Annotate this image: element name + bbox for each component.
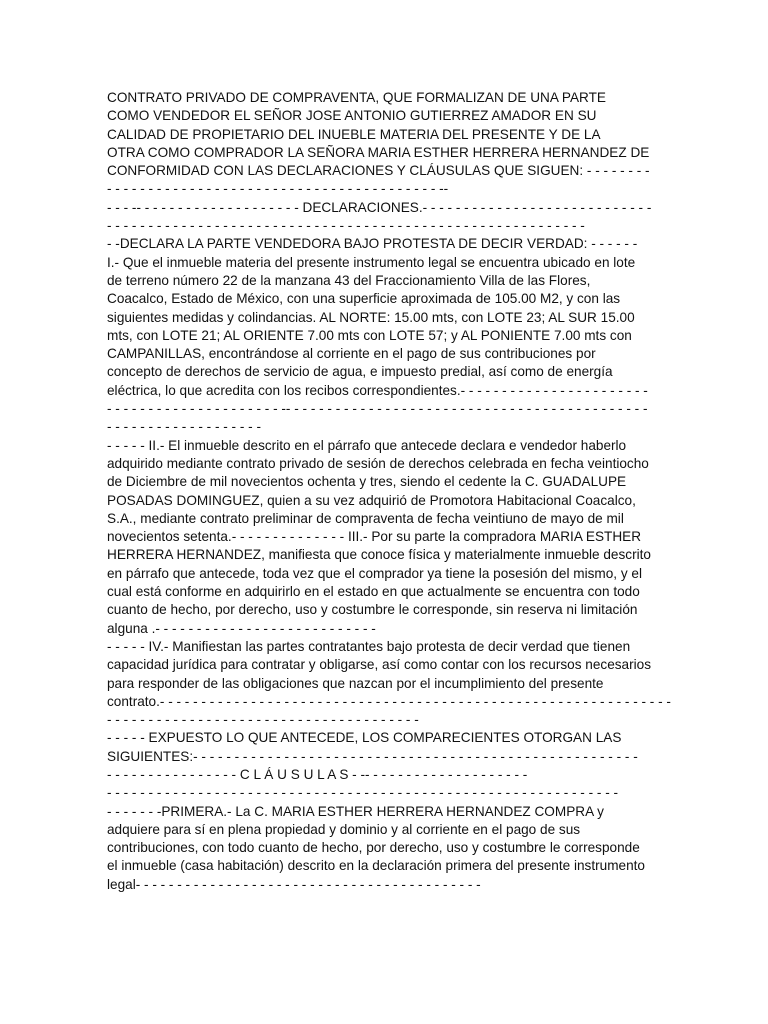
clause-first-line: adquiere para sí en plena propiedad y dominio y al corriente en el pago de sus	[107, 821, 581, 837]
declaration-i-line: I.- Que el inmueble materia del presente instrumento legal se encuentra ubicado en lote	[107, 254, 636, 270]
declaration-i-line: CAMPANILLAS, encontrándose al corriente en el pago de sus contribuciones por	[107, 346, 596, 362]
dash-separator: - - - - - - - - - - - - - - - - - - -	[107, 419, 261, 435]
exposition-line: - - - - - EXPUESTO LO QUE ANTECEDE, LOS COMPARECIENTES OTORGAN LAS	[107, 730, 622, 746]
declaration-i-line: eléctrica, lo que acredita con los recibos correspondientes.- - - - - - - - - - - - - - - - - - - - - - -	[107, 382, 648, 398]
declaration-iii-line: alguna .- - - - - - - - - - - - - - - - - - - - - - - - - - -	[107, 620, 376, 636]
declaration-i-line: Coacalco, Estado de México, con una superficie aproximada de 105.00 M2, y con las	[107, 291, 621, 307]
document-body	[107, 89, 671, 894]
declaration-ii-line: POSADAS DOMINGUEZ, quien a su vez adquirió de Promotora Habitacional Coacalco,	[107, 492, 636, 508]
declaration-iv-line: para responder de las obligaciones que nazcan por el incumplimiento del presente	[107, 675, 604, 691]
declaration-i-line: siguientes medidas y colindancias. AL NORTE: 15.00 mts, con LOTE 23; AL SUR 15.00	[107, 309, 635, 325]
contract-title-line: CALIDAD DE PROPIETARIO DEL INUEBLE MATERIA DEL PRESENTE Y DE LA	[107, 126, 601, 142]
declaration-iii-line: HERRERA HERNANDEZ, manifiesta que conoce física y materialmente inmueble descrito	[107, 547, 651, 563]
clause-first-line: legal- - - - - - - - - - - - - - - - - - - - - - - - - - - - - - - - - - - - - - - - - -	[107, 876, 481, 892]
dash-separator: - - - - - - - - - - - - - - - - - - - - - -- - - - - - - - - - - - - - - - - - - - - - - - - - - - - - - - - - - - - - - - - - - -	[107, 401, 648, 417]
declaration-ii-line: - - - - - II.- El inmueble descrito en el párrafo que antecede declara e vendedor haberlo	[107, 437, 627, 453]
declaration-ii-line: S.A., mediante contrato preliminar de compraventa de fecha veintiuno de mayo de mil	[107, 510, 624, 526]
dash-separator: - - - - - - - - - - - - - - - - - - - - - - - - - - - - - - - - - - - - - -	[107, 712, 419, 728]
declarations-heading: - - - -- - - - - - - - - - - - - - - - - - - - DECLARACIONES.- - - - - - - - - - - - - - - - - - - - - - - - - - - -	[107, 199, 652, 215]
dash-separator: - - - - - - - - - - - - - - - - - - - - - - - - - - - - - - - - - - - - - - - - - - - - - - - - - - - - - - - - - -	[107, 218, 585, 234]
declaration-iii-line: cual está conforme en adquirirlo en el estado en que actualmente se encuentra con todo	[107, 584, 640, 600]
declaration-iv-line: capacidad jurídica para contratar y obligarse, así como contar con los recursos necesarios	[107, 657, 652, 673]
seller-declaration-heading: - -DECLARA LA PARTE VENDEDORA BAJO PROTESTA DE DECIR VERDAD: - - - - - -	[107, 236, 638, 252]
dash-separator: - - - - - - - - - - - - - - - - - - - - - - - - - - - - - - - - - - - - - - - - --	[107, 181, 449, 197]
clause-first-line: - - - - - - -PRIMERA.- La C. MARIA ESTHER HERRERA HERNANDEZ COMPRA y	[107, 803, 604, 819]
declaration-i-line: mts, con LOTE 21; AL ORIENTE 7.00 mts con LOTE 57; y AL PONIENTE 7.00 mts con	[107, 327, 632, 343]
clause-first-line: el inmueble (casa habitación) descrito en la declaración primera del presente instrumento	[107, 858, 645, 874]
declaration-iii-line: en párrafo que antecede, toda vez que el comprador ya tiene la posesión del mismo, y el	[107, 565, 643, 581]
clause-first-line: contribuciones, con todo cuanto de hecho, por derecho, uso y costumbre le corresponde	[107, 840, 640, 856]
declaration-i-line: concepto de derechos de servicio de agua, e impuesto predial, así como de energía	[107, 364, 613, 380]
declaration-iii-line: novecientos setenta.- - - - - - - - - - - - - - III.- Por su parte la compradora MARIA ESTHER	[107, 529, 642, 545]
contract-title-line: OTRA COMO COMPRADOR LA SEÑORA MARIA ESTHER HERRERA HERNANDEZ DE	[107, 144, 650, 160]
declaration-iv-line: contrato.- - - - - - - - - - - - - - - - - - - - - - - - - - - - - - - - - - - - - - - - - - - - - - - - - - - - - - - - - - - - - -	[107, 693, 671, 709]
contract-title-line: CONFORMIDAD CON LAS DECLARACIONES Y CLÁUSULAS QUE SIGUEN: - - - - - - - -	[107, 163, 650, 179]
declaration-iii-line: cuanto de hecho, por derecho, uso y costumbre le corresponde, sin reserva ni limitación	[107, 602, 638, 618]
exposition-line: SIGUIENTES:- - - - - - - - - - - - - - - - - - - - - - - - - - - - - - - - - - - - - - - - - - - - - - - - - - - - - -	[107, 748, 638, 764]
declaration-i-line: de terreno número 22 de la manzana 43 del Fraccionamiento Villa de las Flores,	[107, 272, 591, 288]
declaration-ii-line: de Diciembre de mil novecientos ochenta y tres, siendo el cedente la C. GUADALUPE	[107, 474, 627, 490]
declaration-ii-line: adquirido mediante contrato privado de sesión de derechos celebrada en fecha veintiocho	[107, 455, 649, 471]
contract-title-line: COMO VENDEDOR EL SEÑOR JOSE ANTONIO GUTIERREZ AMADOR EN SU	[107, 108, 597, 124]
declaration-iv-line: - - - - - IV.- Manifiestan las partes contratantes bajo protesta de decir verdad que tienen	[107, 638, 631, 654]
contract-title-line: CONTRATO PRIVADO DE COMPRAVENTA, QUE FORMALIZAN DE UNA PARTE	[107, 90, 607, 105]
clauses-heading: - - - - - - - - - - - - - - - - C L Á U S U L A S - -- - - - - - - - - - - - - - - - - - - -	[107, 766, 528, 782]
dash-separator: - - - - - - - - - - - - - - - - - - - - - - - - - - - - - - - - - - - - - - - - - - - - - - - - - - - - - - - - - - - - - -	[107, 785, 619, 801]
